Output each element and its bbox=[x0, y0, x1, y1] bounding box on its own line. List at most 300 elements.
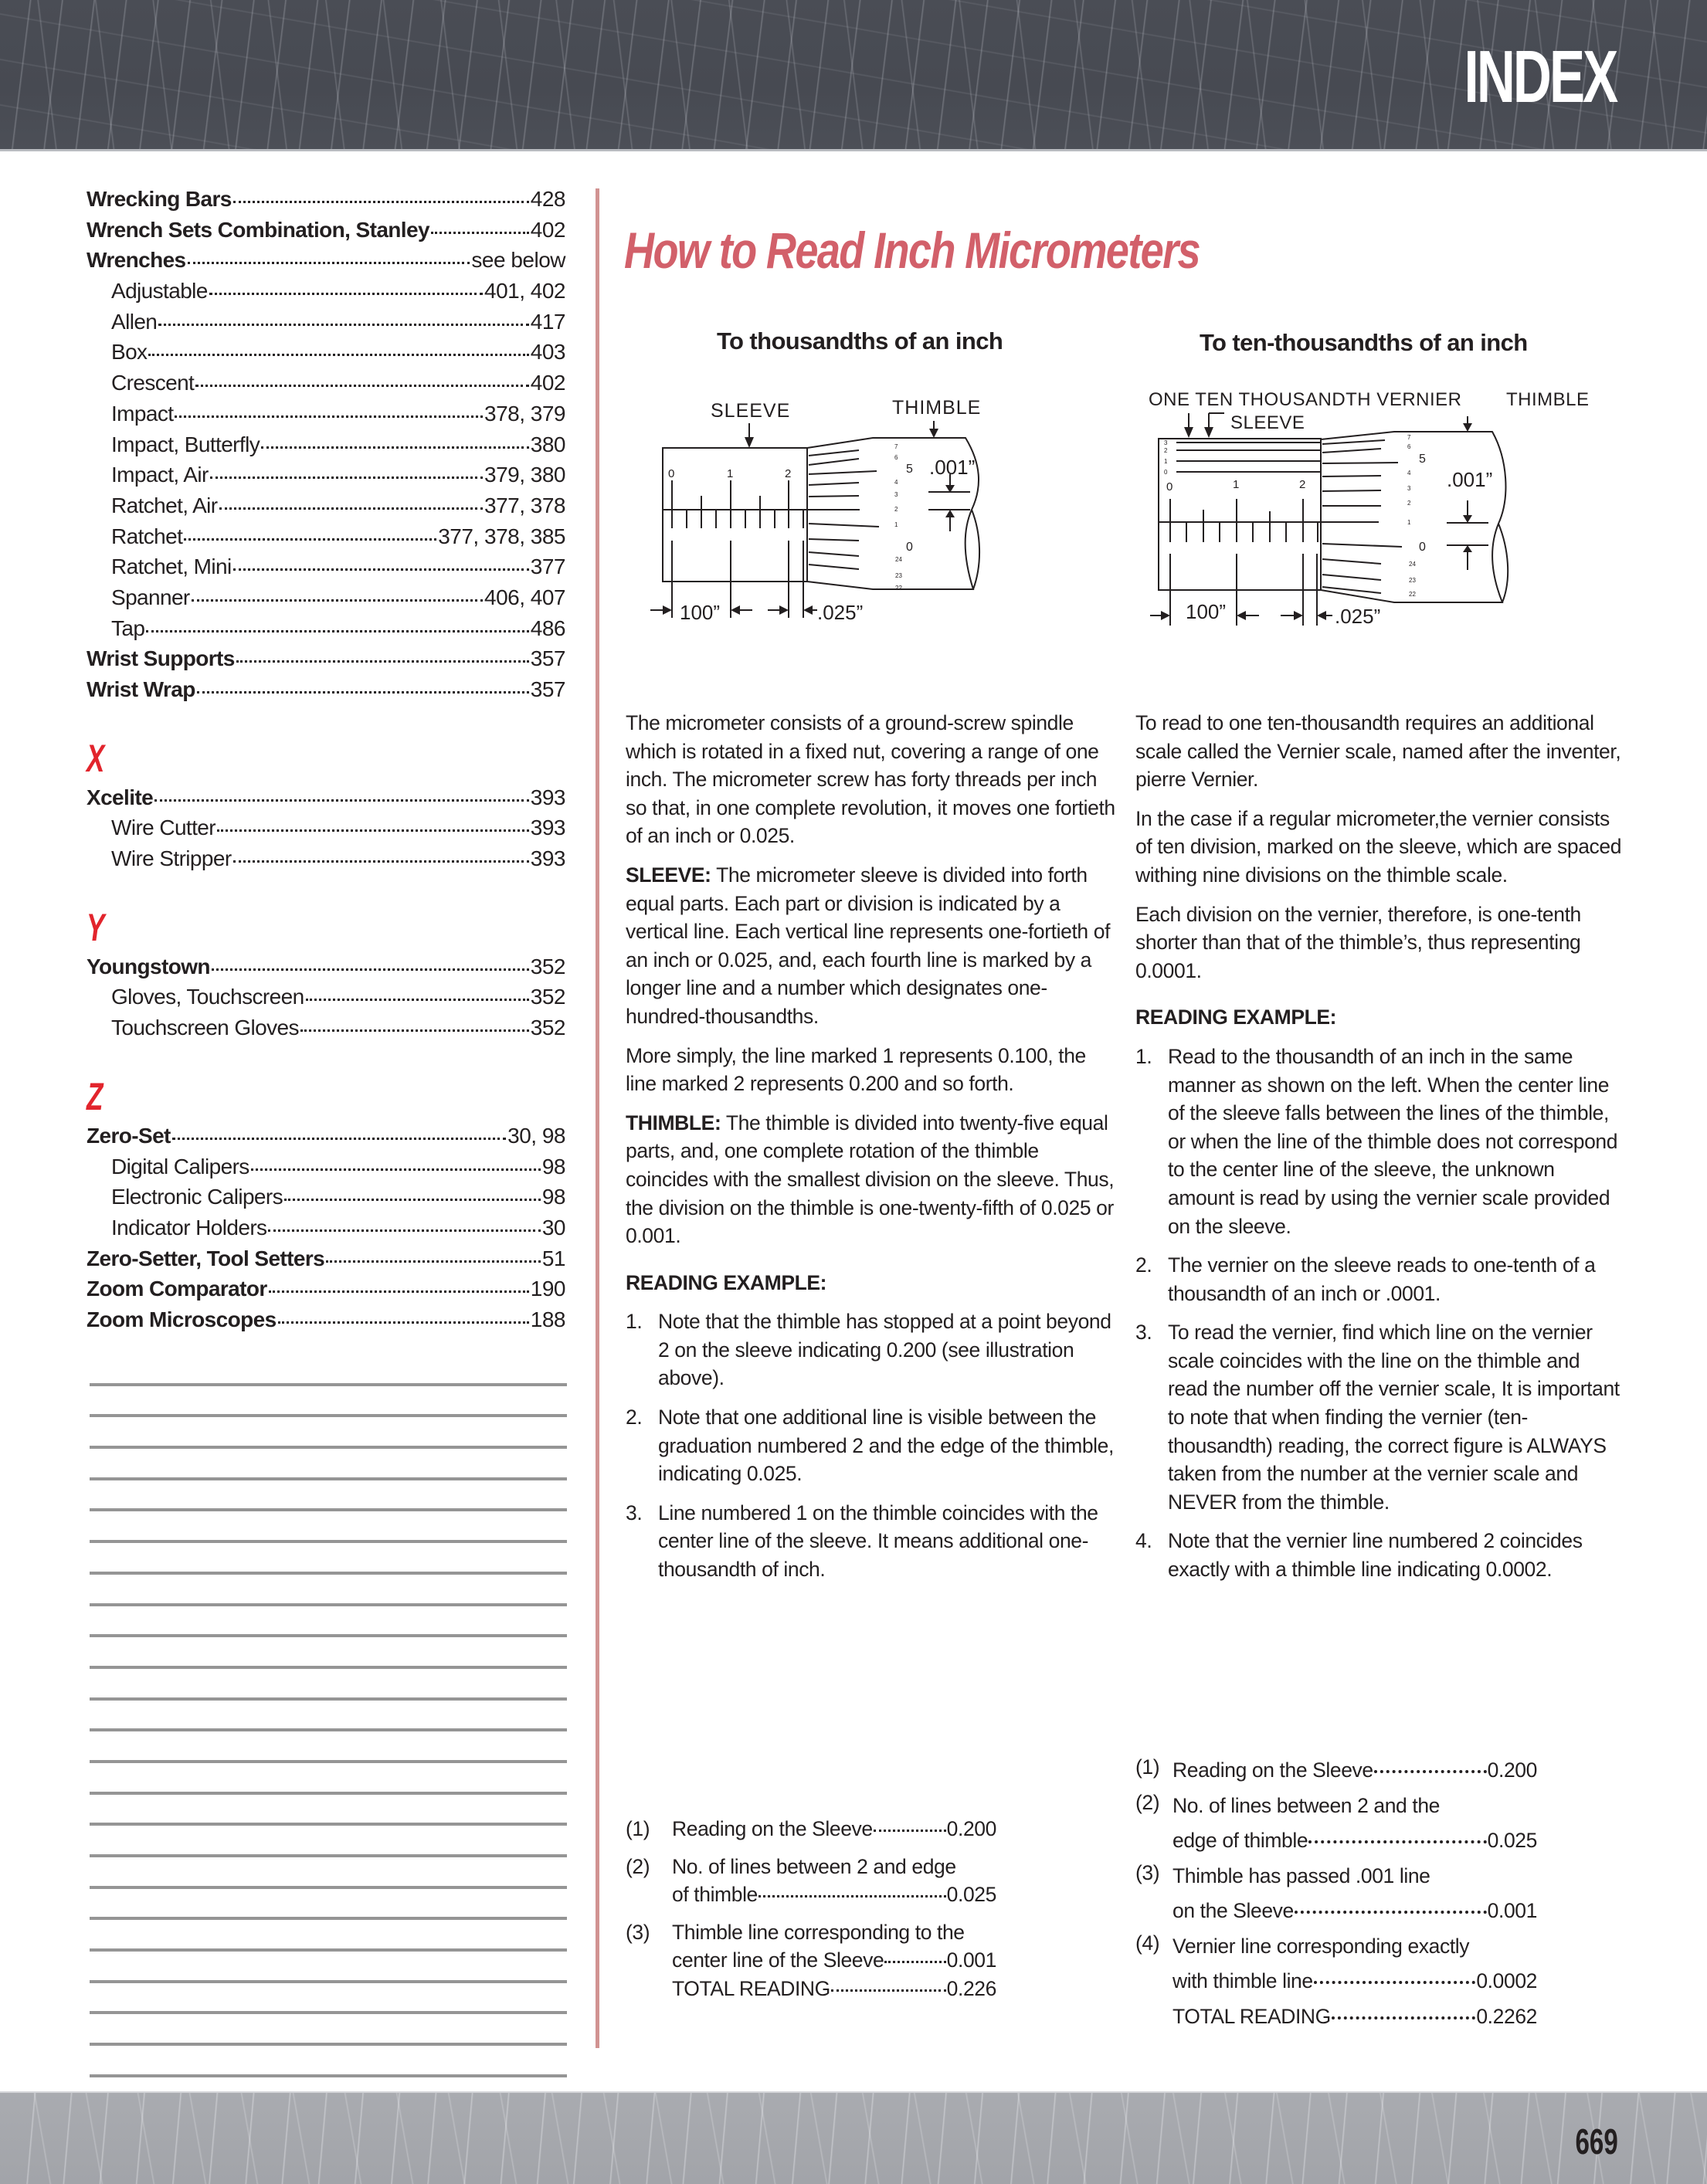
calc-line bbox=[672, 1975, 996, 2003]
dot-leader bbox=[268, 1229, 540, 1232]
index-entry bbox=[87, 276, 565, 307]
index-entry-page: 428 bbox=[530, 187, 565, 211]
blank-note-line bbox=[90, 1543, 567, 1575]
sleeve-number: 0 bbox=[668, 467, 675, 480]
step-text: Read to the thousandth of an inch in the same manner as shown on the left. When the center line of the sleeve falls between the lines of the thimble, or when the line of the thimble does not correspond to the center line of the sleeve, the unknown amount is read by using the vernier scale provided on the sleeve. bbox=[1168, 1044, 1618, 1238]
calc-item bbox=[1135, 1789, 1537, 1859]
dot-leader bbox=[1374, 1770, 1487, 1773]
calc-line-text: No. of lines between 2 and edge bbox=[672, 1854, 956, 1878]
blank-note-line bbox=[90, 1920, 567, 1952]
blank-note-line bbox=[90, 1606, 567, 1638]
calc-line bbox=[1173, 1929, 1537, 1965]
index-entry bbox=[87, 368, 565, 398]
index-entry bbox=[87, 1012, 565, 1043]
page-number: 669 bbox=[1575, 2121, 1618, 2162]
index-entry-label: Crescent bbox=[111, 371, 195, 395]
sleeve-number: 1 bbox=[1233, 478, 1240, 491]
calc-line bbox=[672, 1880, 996, 1909]
sleeve-paragraph bbox=[626, 861, 1120, 1031]
calc-line-text: center line of the Sleeve bbox=[672, 1948, 884, 1972]
dot-leader bbox=[148, 354, 528, 356]
thimble-number: 22 bbox=[895, 585, 902, 592]
blank-note-line bbox=[90, 2046, 567, 2077]
thou-label: .001” bbox=[1447, 468, 1493, 491]
index-entry bbox=[87, 429, 565, 460]
index-entry-page: 51 bbox=[541, 1246, 565, 1270]
reading-example-heading: READING EXAMPLE: bbox=[1135, 1006, 1337, 1029]
calc-line-value: 0.025 bbox=[1487, 1829, 1537, 1852]
hundred-label: 100” bbox=[680, 601, 721, 624]
blank-note-line bbox=[90, 1983, 567, 2015]
index-entry bbox=[87, 674, 565, 705]
thimble-number: 0 bbox=[1419, 541, 1426, 554]
reading-step bbox=[1135, 1043, 1622, 1240]
index-entry bbox=[87, 551, 565, 582]
blank-note-line bbox=[90, 1701, 567, 1732]
thimble-number: 24 bbox=[895, 556, 902, 563]
step-text: Line numbered 1 on the thimble coincides with the center line of the sleeve. It means additional one-thousandth of inch. bbox=[658, 1501, 1098, 1582]
calc-line bbox=[1173, 1823, 1537, 1859]
sleeve-label: SLEEVE bbox=[1230, 412, 1305, 433]
thimble-number: 1 bbox=[894, 521, 898, 528]
index-entry bbox=[87, 1121, 565, 1151]
blank-note-line bbox=[90, 2014, 567, 2046]
index-entry-label: Wrist Wrap bbox=[87, 677, 195, 701]
reading-step bbox=[626, 1499, 1120, 1584]
article-left-column bbox=[626, 709, 1120, 1595]
calc-item bbox=[1135, 1929, 1537, 2035]
index-entry bbox=[87, 521, 565, 552]
thimble-paragraph bbox=[626, 1109, 1120, 1250]
index-entry-page: 486 bbox=[530, 616, 565, 640]
index-entry-page: 379, 380 bbox=[484, 463, 565, 487]
thimble-number: 7 bbox=[1407, 434, 1411, 441]
calc-number: (3) bbox=[626, 1920, 650, 1944]
sleeve-label: SLEEVE bbox=[711, 400, 791, 422]
dot-leader bbox=[306, 999, 529, 1001]
dot-leader bbox=[431, 232, 529, 234]
sleeve-number: 1 bbox=[727, 467, 734, 480]
index-entry bbox=[87, 812, 565, 843]
index-entry-label: Tap bbox=[111, 616, 145, 640]
section-title: INDEX bbox=[1464, 36, 1616, 118]
index-entry-label: Zoom Comparator bbox=[87, 1277, 267, 1301]
index-entry-label: Wrist Supports bbox=[87, 646, 235, 671]
vernier-label: ONE TEN THOUSANDTH VERNIER bbox=[1149, 389, 1462, 410]
figure-title-ten-thousandths: To ten-thousandths of an inch bbox=[1200, 329, 1528, 356]
dot-leader bbox=[146, 630, 528, 632]
blank-note-line bbox=[90, 1355, 567, 1386]
dot-leader bbox=[184, 538, 436, 541]
blank-note-line bbox=[90, 1511, 567, 1543]
calc-number: (2) bbox=[1135, 1790, 1160, 1814]
dot-leader bbox=[1332, 2016, 1475, 2020]
thimble-description: The thimble is divided into twenty-five equal parts, and, one complete rotation of the thimble coincides with the smallest division on the sleeve. Thus, the division on the thimble is one-twenty-fifth of 0.025 or 0.001. bbox=[626, 1111, 1115, 1248]
index-entry-page: 401, 402 bbox=[484, 279, 565, 304]
dot-leader bbox=[874, 1830, 946, 1832]
dot-leader bbox=[269, 1290, 529, 1293]
index-entry-label: Wrenches bbox=[87, 248, 186, 273]
index-entry-label: Electronic Calipers bbox=[111, 1185, 283, 1209]
figure-title-thousandths: To thousandths of an inch bbox=[717, 327, 1003, 354]
index-entry bbox=[87, 245, 565, 276]
index-entry bbox=[87, 782, 565, 813]
index-entry-label: Impact bbox=[111, 401, 174, 426]
dot-leader bbox=[172, 1138, 506, 1140]
index-entry-page: 98 bbox=[541, 1185, 565, 1209]
index-entry-page: 357 bbox=[530, 677, 565, 701]
index-entry bbox=[87, 460, 565, 490]
index-entry bbox=[87, 337, 565, 368]
index-entry-label: Zero-Set bbox=[87, 1123, 171, 1148]
vernier-number: 1 bbox=[1164, 458, 1168, 465]
thimble-label: THIMBLE bbox=[1506, 389, 1590, 410]
thimble-number: 0 bbox=[906, 541, 913, 554]
notes-lines bbox=[90, 1355, 567, 2077]
blank-note-line bbox=[90, 1575, 567, 1606]
calc-line-text: TOTAL READING bbox=[672, 1976, 830, 2000]
vernier-number: 2 bbox=[1164, 447, 1168, 454]
calc-body bbox=[1173, 1789, 1537, 1859]
index-entry-page: 393 bbox=[530, 816, 565, 840]
calc-line bbox=[672, 1815, 996, 1843]
reading-step bbox=[1135, 1527, 1622, 1583]
thimble-number: 4 bbox=[894, 479, 898, 486]
calc-line bbox=[1173, 1999, 1537, 2035]
thimble-number: 23 bbox=[1409, 577, 1416, 584]
index-entry-label: Ratchet, Mini bbox=[111, 554, 232, 579]
index-entry-label: Wire Cutter bbox=[111, 816, 215, 840]
dot-leader bbox=[154, 799, 529, 802]
calc-item bbox=[1135, 1859, 1537, 1929]
calc-line bbox=[672, 1918, 996, 1947]
blank-note-line bbox=[90, 1826, 567, 1857]
thimble-number: 24 bbox=[1409, 561, 1416, 568]
thimble-term: THIMBLE: bbox=[626, 1111, 721, 1134]
calc-line-value: 0.001 bbox=[1487, 1899, 1537, 1922]
quarter-label: .025” bbox=[817, 601, 864, 624]
calc-number: (2) bbox=[626, 1854, 650, 1878]
vernier-division: Each division on the vernier, therefore, is one-tenth shorter than that of the thimble’s, thus representing 0.0001. bbox=[1135, 902, 1581, 982]
step-text: Note that the vernier line numbered 2 coincides exactly with a thimble line indicating 0.0002. bbox=[1168, 1529, 1583, 1582]
dot-leader bbox=[300, 1029, 529, 1032]
index-entry-label: Xcelite bbox=[87, 785, 154, 809]
thimble-number: 23 bbox=[895, 572, 902, 579]
reading-step bbox=[626, 1307, 1120, 1392]
index-letter-heading: Z bbox=[87, 1074, 104, 1118]
calc-line-value: 0.2262 bbox=[1476, 2004, 1537, 2028]
index-entry-page: 393 bbox=[530, 785, 565, 809]
calc-item bbox=[626, 1918, 1027, 2003]
reading-example-heading: READING EXAMPLE: bbox=[626, 1270, 827, 1294]
calc-line-text: of thimble bbox=[672, 1883, 758, 1907]
quarter-label: .025” bbox=[1335, 605, 1381, 628]
dot-leader bbox=[758, 1895, 946, 1897]
calc-line-value: 0.200 bbox=[946, 1817, 996, 1840]
simply-paragraph: More simply, the line marked 1 represents 0.100, the line marked 2 represents 0.200 and so forth. bbox=[626, 1043, 1086, 1096]
dot-leader bbox=[831, 1989, 946, 1992]
calc-line-text: Reading on the Sleeve bbox=[672, 1817, 873, 1840]
thimble-number: 1 bbox=[1407, 519, 1411, 526]
index-entry-page: 190 bbox=[530, 1277, 565, 1301]
sleeve-number: 2 bbox=[785, 467, 792, 480]
index-entry-label: Zoom Microscopes bbox=[87, 1307, 277, 1331]
dot-leader bbox=[236, 660, 529, 663]
dot-leader bbox=[192, 599, 483, 602]
dot-leader bbox=[233, 860, 529, 863]
vernier-number: 3 bbox=[1164, 439, 1168, 446]
dot-leader bbox=[326, 1260, 541, 1263]
reading-step bbox=[1135, 1318, 1622, 1516]
index-entry-page: 380 bbox=[530, 432, 565, 456]
calc-line-text: No. of lines between 2 and the bbox=[1173, 1793, 1440, 1817]
reading-steps bbox=[1135, 1043, 1622, 1584]
micrometer-diagram-ten-thousandths bbox=[1139, 382, 1618, 637]
dot-leader bbox=[217, 829, 529, 832]
dot-leader bbox=[212, 968, 529, 971]
index-entry-label: Ratchet, Air bbox=[111, 493, 218, 517]
thimble-number: 5 bbox=[906, 463, 913, 476]
blank-note-line bbox=[90, 1795, 567, 1826]
blank-note-line bbox=[90, 1731, 567, 1763]
calc-item bbox=[1135, 1753, 1537, 1789]
dot-leader bbox=[284, 1199, 541, 1201]
index-entry-label: Adjustable bbox=[111, 279, 208, 304]
sleeve-description: The micrometer sleeve is divided into forth equal parts. Each part or division is indicated by a vertical line. Each vertical line represents one-fortieth of an inch or 0.025, and, each fourth line is marked by a longer line and a number which designates one-hundred-thousandths. bbox=[626, 863, 1111, 1028]
blank-note-line bbox=[90, 1386, 567, 1418]
step-number: 1. bbox=[626, 1310, 643, 1334]
page-footer-band bbox=[0, 2091, 1707, 2184]
index-entry-label: Gloves, Touchscreen bbox=[111, 985, 304, 1009]
calc-line bbox=[1173, 1964, 1537, 1999]
index-list bbox=[87, 184, 565, 1335]
index-entry-label: Spanner bbox=[111, 585, 190, 609]
index-letter-heading: X bbox=[87, 736, 105, 780]
calc-line bbox=[1173, 1753, 1537, 1789]
reading-calculation-ten-thousandths bbox=[1135, 1753, 1537, 2034]
reading-calculation-thousandths bbox=[626, 1815, 1027, 2013]
thimble-number: 4 bbox=[1407, 470, 1411, 476]
index-entry-label: Allen bbox=[111, 309, 158, 334]
dot-leader bbox=[884, 1961, 945, 1963]
index-entry-page: 377, 378 bbox=[484, 493, 565, 517]
step-text: The vernier on the sleeve reads to one-tenth of a thousandth of an inch or .0001. bbox=[1168, 1253, 1596, 1305]
index-entry-label: Zero-Setter, Tool Setters bbox=[87, 1246, 325, 1270]
index-entry bbox=[87, 582, 565, 613]
micrometer-diagram-thousandths bbox=[633, 386, 1097, 641]
hundred-label: 100” bbox=[1186, 600, 1227, 623]
index-entry-page: 352 bbox=[530, 985, 565, 1009]
index-entry bbox=[87, 1243, 565, 1274]
thimble-label: THIMBLE bbox=[892, 397, 982, 419]
calc-body bbox=[672, 1918, 1027, 2003]
index-entry-label: Impact, Air bbox=[111, 463, 209, 487]
calc-line-value: 0.001 bbox=[946, 1948, 996, 1972]
dot-leader bbox=[1295, 1911, 1487, 1914]
calc-line-value: 0.200 bbox=[1487, 1758, 1537, 1782]
dot-leader bbox=[1314, 1981, 1476, 1984]
index-entry-page: 352 bbox=[530, 954, 565, 978]
dot-leader bbox=[1308, 1840, 1486, 1843]
calc-line bbox=[1173, 1859, 1537, 1894]
calc-line-text: Thimble line corresponding to the bbox=[672, 1920, 965, 1944]
calc-line-value: 0.0002 bbox=[1476, 1969, 1537, 1992]
index-entry bbox=[87, 215, 565, 246]
step-number: 4. bbox=[1135, 1529, 1152, 1553]
index-entry-label: Wire Stripper bbox=[111, 846, 232, 871]
vernier-description: In the case if a regular micrometer,the vernier consists of ten division, marked on the sleeve, which are spaced withing nine divisions on the thimble scale. bbox=[1135, 806, 1622, 887]
dot-leader bbox=[278, 1321, 529, 1324]
index-entry-page: 377 bbox=[530, 554, 565, 579]
calc-body bbox=[1173, 1859, 1537, 1929]
index-entry-label: Ratchet bbox=[111, 524, 183, 548]
calc-line bbox=[672, 1853, 996, 1881]
calc-line-value: 0.025 bbox=[946, 1883, 996, 1907]
blank-note-line bbox=[90, 1637, 567, 1669]
step-number: 1. bbox=[1135, 1044, 1152, 1068]
blank-note-line bbox=[90, 1417, 567, 1449]
calc-line bbox=[672, 1946, 996, 1975]
dot-leader bbox=[210, 476, 483, 479]
dot-leader bbox=[158, 324, 529, 326]
thimble-number: 2 bbox=[894, 506, 898, 513]
thimble-number: 22 bbox=[1409, 591, 1416, 598]
dot-leader bbox=[233, 568, 529, 571]
index-letter-heading: Y bbox=[87, 905, 105, 949]
calc-item bbox=[626, 1853, 1027, 1909]
reading-steps bbox=[626, 1307, 1120, 1583]
index-entry-page: 188 bbox=[530, 1307, 565, 1331]
thimble-number: 3 bbox=[894, 491, 898, 498]
dot-leader bbox=[195, 385, 529, 387]
step-text: Note that one additional line is visible between the graduation numbered 2 and the edge of the thimble, indicating 0.025. bbox=[658, 1406, 1114, 1486]
page-header-band bbox=[0, 0, 1707, 151]
index-entry bbox=[87, 843, 565, 874]
step-number: 2. bbox=[626, 1406, 643, 1429]
step-number: 3. bbox=[626, 1501, 643, 1524]
index-entry bbox=[87, 1212, 565, 1243]
blank-note-line bbox=[90, 1952, 567, 1983]
reading-step bbox=[1135, 1251, 1622, 1307]
index-entry-page: 378, 379 bbox=[484, 401, 565, 426]
index-entry bbox=[87, 1151, 565, 1182]
blank-note-line bbox=[90, 1889, 567, 1921]
calc-line-value: 0.226 bbox=[946, 1976, 996, 2000]
index-entry-label: Wrench Sets Combination, Stanley bbox=[87, 217, 429, 242]
calc-line bbox=[1173, 1894, 1537, 1929]
thimble-number: 6 bbox=[894, 454, 898, 461]
calc-line-text: Vernier line corresponding exactly bbox=[1173, 1934, 1470, 1958]
thimble-number: 2 bbox=[1407, 500, 1411, 507]
index-entry bbox=[87, 307, 565, 337]
blank-note-line bbox=[90, 1449, 567, 1480]
index-entry bbox=[87, 1304, 565, 1335]
index-entry-label: Youngstown bbox=[87, 954, 210, 978]
index-entry bbox=[87, 643, 565, 674]
calc-line-text: on the Sleeve bbox=[1173, 1899, 1294, 1922]
calc-line-text: Thimble has passed .001 line bbox=[1173, 1864, 1430, 1887]
index-entry bbox=[87, 1182, 565, 1212]
vernier-intro: To read to one ten-thousandth requires an additional scale called the Vernier scale, named after the inventer, pierre Vernier. bbox=[1135, 711, 1621, 792]
blank-note-line bbox=[90, 1480, 567, 1512]
thimble-number: 6 bbox=[1407, 443, 1411, 450]
index-entry-page: 30, 98 bbox=[507, 1123, 565, 1148]
calc-number: (3) bbox=[1135, 1860, 1160, 1884]
sleeve-term: SLEEVE: bbox=[626, 863, 711, 887]
blank-note-line bbox=[90, 1857, 567, 1889]
calc-line-text: Reading on the Sleeve bbox=[1173, 1758, 1373, 1782]
dot-leader bbox=[233, 201, 529, 203]
index-entry-page: 98 bbox=[541, 1154, 565, 1178]
dot-leader bbox=[175, 415, 483, 418]
index-entry-page: 403 bbox=[530, 340, 565, 365]
index-entry bbox=[87, 613, 565, 644]
index-entry-label: Wrecking Bars bbox=[87, 187, 232, 211]
step-number: 3. bbox=[1135, 1321, 1152, 1345]
index-entry bbox=[87, 951, 565, 982]
dot-leader bbox=[188, 262, 470, 264]
index-entry-label: Box bbox=[111, 340, 148, 365]
index-entry-page: 417 bbox=[530, 309, 565, 334]
sleeve-number: 2 bbox=[1299, 478, 1306, 491]
index-entry-label: Impact, Butterfly bbox=[111, 432, 260, 456]
calc-line-text: edge of thimble bbox=[1173, 1829, 1308, 1852]
index-entry-label: Indicator Holders bbox=[111, 1215, 267, 1240]
dot-leader bbox=[197, 691, 529, 694]
index-entry-label: Digital Calipers bbox=[111, 1154, 249, 1178]
step-number: 2. bbox=[1135, 1253, 1152, 1277]
step-text: Note that the thimble has stopped at a point beyond 2 on the sleeve indicating 0.200 (see illustration above). bbox=[658, 1310, 1111, 1390]
calc-line-text: TOTAL READING bbox=[1173, 2004, 1331, 2028]
index-entry bbox=[87, 1273, 565, 1304]
index-entry-page: 377, 378, 385 bbox=[438, 524, 565, 548]
thou-label: .001” bbox=[929, 456, 976, 479]
column-divider bbox=[596, 188, 599, 2048]
index-entry-page: 357 bbox=[530, 646, 565, 671]
vernier-number: 0 bbox=[1164, 469, 1168, 476]
blank-note-line bbox=[90, 1763, 567, 1795]
index-entry bbox=[87, 490, 565, 521]
calc-number: (1) bbox=[626, 1817, 650, 1840]
calc-item bbox=[626, 1815, 1027, 1843]
index-entry-page: 30 bbox=[541, 1215, 565, 1240]
blank-note-line bbox=[90, 1669, 567, 1701]
article-right-column bbox=[1135, 709, 1622, 1595]
calc-line bbox=[1173, 1789, 1537, 1824]
index-entry-page: 393 bbox=[530, 846, 565, 871]
calc-body bbox=[672, 1815, 1027, 1843]
index-entry-page: 402 bbox=[530, 217, 565, 242]
sleeve-number: 0 bbox=[1166, 480, 1173, 493]
index-entry bbox=[87, 398, 565, 429]
index-entry-label: Touchscreen Gloves bbox=[111, 1016, 299, 1040]
step-text: To read the vernier, find which line on the vernier scale coincides with the line on the thimble and read the number off the vernier scale, It is important to note that when finding the vernier (ten-thousandth) reading, the correct figure is ALWAYS taken from the number at the vernier scale and NEVER from the thimble. bbox=[1168, 1321, 1620, 1514]
index-entry-page: 352 bbox=[530, 1016, 565, 1040]
intro-paragraph: The micrometer consists of a ground-screw spindle which is rotated in a fixed nut, covering a range of one inch. The micrometer screw has forty threads per inch so that, in one complete revolution, it moves one fortieth of an inch or 0.025. bbox=[626, 711, 1115, 848]
calc-body bbox=[672, 1853, 1027, 1909]
dot-leader bbox=[209, 293, 483, 295]
calc-number: (1) bbox=[1135, 1755, 1160, 1779]
calc-number: (4) bbox=[1135, 1931, 1160, 1955]
index-entry-page: 406, 407 bbox=[484, 585, 565, 609]
thimble-number: 5 bbox=[1419, 453, 1426, 466]
index-entry bbox=[87, 184, 565, 215]
dot-leader bbox=[219, 507, 483, 510]
calc-body bbox=[1173, 1929, 1537, 2035]
article-title: How to Read Inch Micrometers bbox=[624, 222, 1200, 279]
thimble-number: 7 bbox=[894, 443, 898, 450]
index-entry-page: see below bbox=[471, 248, 565, 273]
